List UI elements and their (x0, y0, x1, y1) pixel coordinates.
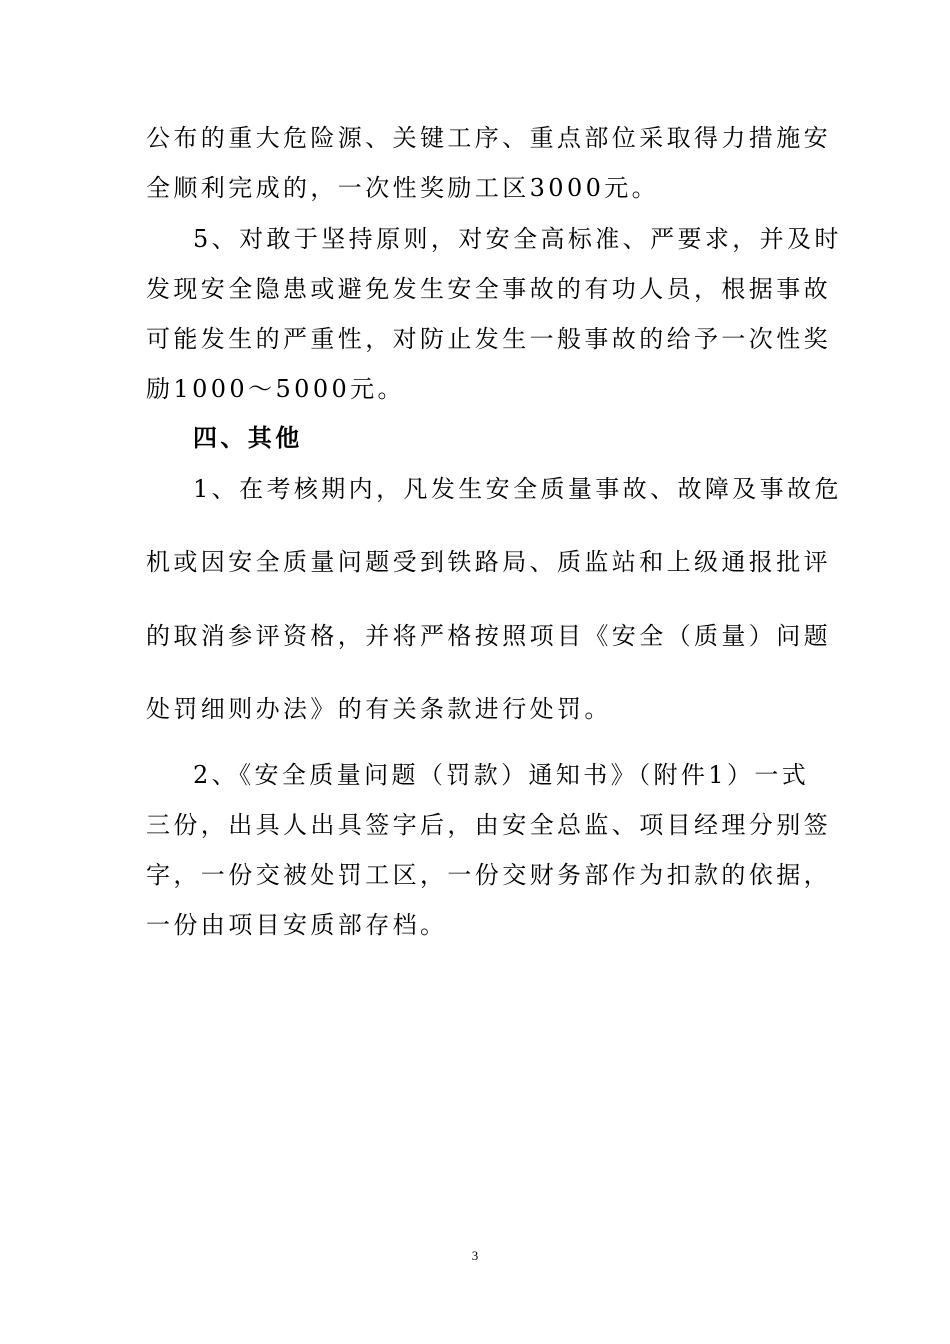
text-line: 2、《安全质量问题（罚款）通知书》（附件1）一式 (193, 761, 810, 789)
text-line: 励1000～5000元。 (146, 375, 405, 403)
text-line: 字，一份交被处罚工区，一份交财务部作为扣款的依据， (146, 861, 831, 889)
text-line: 全顺利完成的，一次性奖励工区3000元。 (146, 174, 660, 202)
text-line: 公布的重大危险源、关键工序、重点部位采取得力措施安 (146, 124, 831, 152)
text-line: 可能发生的严重性，对防止发生一般事故的给予一次性奖 (146, 325, 831, 353)
text-line: 机或因安全质量问题受到铁路局、质监站和上级通报批评 (146, 548, 831, 576)
text-line: 一份由项目安质部存档。 (146, 911, 448, 939)
text-line: 的取消参评资格，并将严格按照项目《安全（质量）问题 (146, 622, 831, 650)
section-heading: 四、其他 (193, 423, 303, 452)
text-line: 发现安全隐患或避免发生安全事故的有功人员，根据事故 (146, 275, 831, 303)
text-line: 三份，出具人出具签字后，由安全总监、项目经理分别签 (146, 811, 831, 839)
text-line: 1、在考核期内，凡发生安全质量事故、故障及事故危 (193, 475, 842, 503)
text-line: 5、对敢于坚持原则，对安全高标准、严要求，并及时 (193, 225, 842, 253)
page-number: 3 (471, 1248, 479, 1263)
text-line: 处罚细则办法》的有关条款进行处罚。 (146, 695, 612, 723)
